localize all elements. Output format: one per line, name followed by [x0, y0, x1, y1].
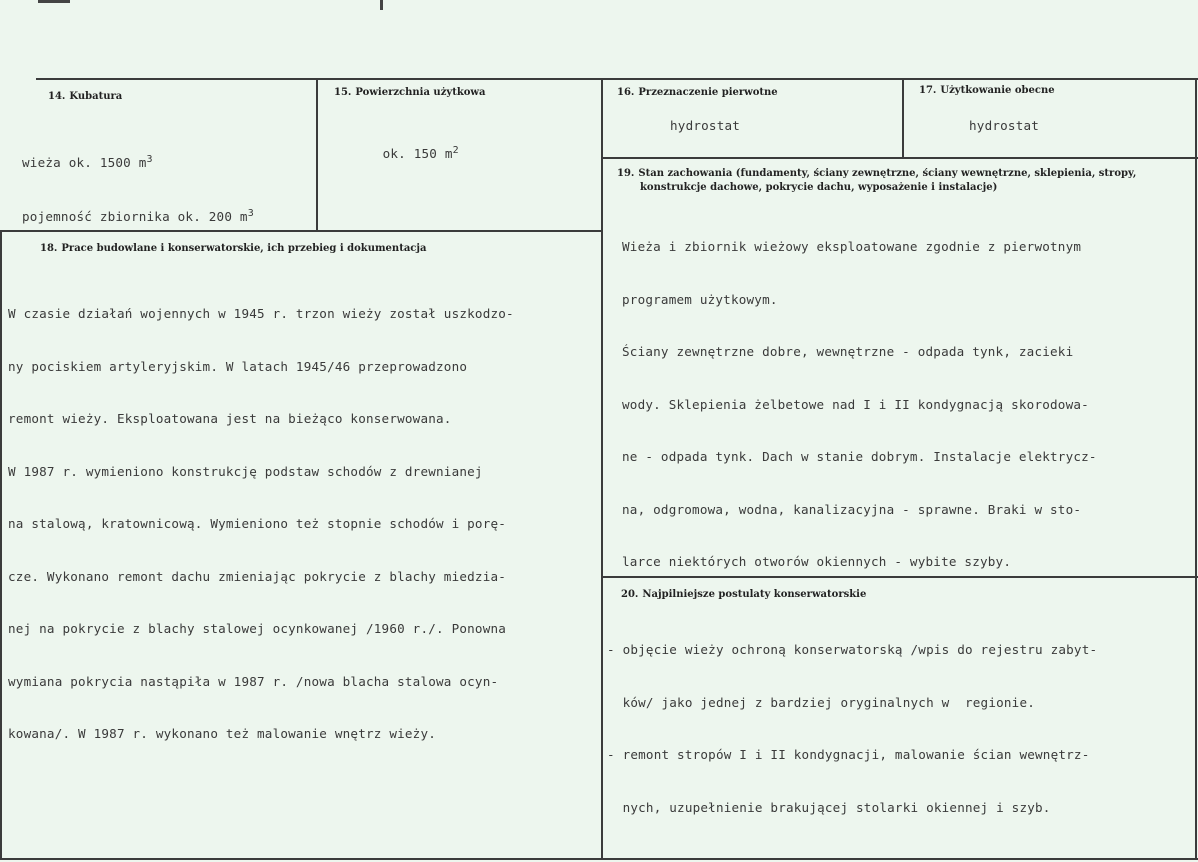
stan-line: Ściany zewnętrzne dobre, wewnętrzne - odpada tynk, zacieki: [622, 344, 1074, 359]
przeznaczenie-number: 16.: [617, 87, 635, 98]
kubatura-line-1-sup: 3: [146, 154, 153, 165]
powierzchnia-value-sup: 2: [452, 145, 459, 156]
form-line-v2: [601, 78, 603, 860]
postulaty-header: [621, 588, 866, 602]
stan-line: programem użytkowym.: [622, 291, 778, 307]
postulaty-line: - remont stropów I i II kondygnacji, malowanie ścian wewnętrz-: [607, 747, 1090, 762]
uzytkowanie-number: 17.: [919, 85, 937, 96]
prace-line: W czasie działań wojennych w 1945 r. trzon wieży został uszkodzo-: [8, 306, 514, 321]
stan-line: larce niektórych otworów okiennych - wybite szyby.: [622, 554, 1012, 569]
kubatura-label: Kubatura: [69, 91, 123, 102]
powierzchnia-value-text: ok. 150 m: [382, 146, 453, 162]
kubatura-line-2-text: pojemność zbiornika ok. 200 m: [22, 209, 248, 225]
postulaty-label: Najpilniejsze postulaty konserwatorskie: [642, 589, 867, 600]
uzytkowanie-header: [919, 84, 1055, 98]
postulaty-line: nych, uzupełnienie brakującej stolarki okiennej i szyb.: [607, 799, 1051, 815]
top-edge-tick: [380, 0, 383, 10]
postulaty-number: 20.: [621, 589, 639, 600]
prace-text: [8, 270, 514, 760]
stan-line: Wieża i zbiornik wieżowy eksploatowane zgodnie z pierwotnym: [622, 239, 1082, 254]
uzytkowanie-value: hydrostat: [969, 118, 1040, 133]
prace-line: W 1987 r. wymieniono konstrukcję podstaw schodów z drewnianej: [8, 463, 483, 479]
powierzchnia-label: Powierzchnia użytkowa: [355, 87, 486, 98]
form-line-v1: [316, 78, 318, 232]
form-line-left: [0, 230, 2, 860]
powierzchnia-header: [334, 86, 486, 100]
kubatura-header: [48, 90, 122, 104]
powierzchnia-number: 15.: [334, 87, 352, 98]
prace-line: kowana/. W 1987 r. wykonano też malowanie wnętrz wieży.: [8, 726, 437, 741]
kubatura-line-1-text: wieża ok. 1500 m: [22, 155, 147, 171]
prace-label: Prace budowlane i konserwatorskie, ich przebieg i dokumentacja: [61, 243, 427, 254]
postulaty-text: [607, 606, 1097, 834]
form-line-right: [1195, 78, 1197, 860]
stan-line: ne - odpada tynk. Dach w stanie dobrym. Instalacje elektrycz-: [622, 449, 1097, 464]
kubatura-number: 14.: [48, 91, 66, 102]
powierzchnia-value: [367, 125, 459, 162]
przeznaczenie-label: Przeznaczenie pierwotne: [638, 87, 778, 98]
prace-line: nej na pokrycie z blachy stalowej ocynkowanej /1960 r./. Ponowna: [8, 621, 507, 636]
stan-label-1: Stan zachowania (fundamenty, ściany zewnętrzne, ściany wewnętrzne, sklepienia, stropy,: [638, 168, 1137, 179]
stan-label-2: konstrukcje dachowe, pokrycie dachu, wyposażenie i instalacje): [640, 182, 998, 193]
stan-header: [617, 167, 1136, 195]
stan-line: wody. Sklepienia żelbetowe nad I i II kondygnacją skorodowa-: [622, 396, 1089, 412]
form-line-top: [36, 78, 1198, 80]
prace-line: ny pociskiem artyleryjskim. W latach 1945/46 przeprowadzono: [8, 358, 468, 374]
stan-header-line-1: [617, 168, 1136, 179]
form-line-row2: [603, 157, 1198, 159]
stan-number: 19.: [617, 168, 635, 179]
przeznaczenie-header: [617, 86, 778, 100]
prace-number: 18.: [40, 243, 58, 254]
prace-line: remont wieży. Eksploatowana jest na bieżąco konserwowana.: [8, 411, 452, 426]
prace-line: wymiana pokrycia nastąpiła w 1987 r. /nowa blacha stalowa ocyn-: [8, 673, 499, 689]
uzytkowanie-label: Użytkowanie obecne: [940, 85, 1055, 96]
prace-line: na stalową, kratownicową. Wymieniono też stopnie schodów i porę-: [8, 516, 507, 531]
prace-header: [40, 242, 426, 256]
top-edge-mark: [38, 0, 70, 3]
kubatura-line-1: [22, 151, 254, 171]
postulaty-line: - objęcie wieży ochroną konserwatorską /wpis do rejestru zabyt-: [607, 642, 1098, 657]
przeznaczenie-value: hydrostat: [670, 118, 741, 133]
stan-line: na, odgromowa, wodna, kanalizacyjna - sprawne. Braki w sto-: [622, 501, 1082, 517]
stan-text: [622, 203, 1097, 588]
form-line-v3: [902, 78, 904, 159]
kubatura-line-2-sup: 3: [247, 208, 254, 220]
kubatura-value: [22, 117, 254, 242]
prace-line: cze. Wykonano remont dachu zmieniając pokrycie z blachy miedzia-: [8, 568, 507, 584]
postulaty-line: ków/ jako jednej z bardziej oryginalnych w regionie.: [607, 694, 1036, 710]
form-line-bottom: [0, 858, 1198, 860]
kubatura-line-2: [22, 205, 254, 225]
